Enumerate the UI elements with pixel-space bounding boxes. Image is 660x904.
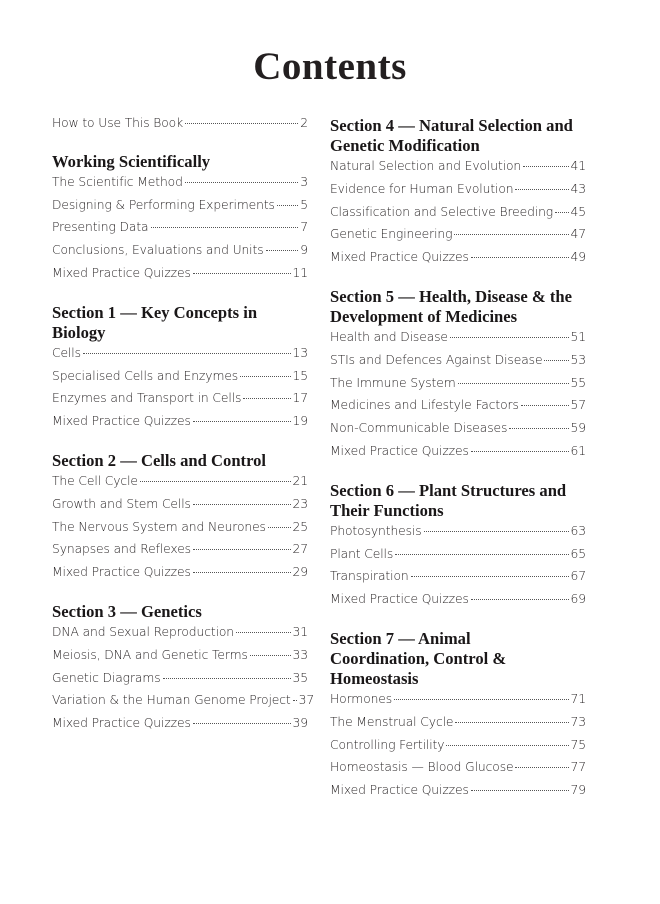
section-list-section-7 (330, 692, 586, 806)
section-heading-section-7: Section 7 — Animal Coordination, Control & Homeostasis (330, 628, 507, 688)
section-list-section-2 (52, 474, 308, 588)
toc-entry-label: Homeostasis — Blood Glucose (330, 760, 514, 775)
toc-entry-label: How to Use This Book (52, 116, 184, 130)
toc-entry-page: 15 (292, 368, 308, 383)
toc-entry-page: 7 (300, 220, 308, 235)
toc-entry-page: 73 (570, 714, 586, 729)
dot-leader (544, 360, 568, 361)
dot-leader (515, 189, 568, 190)
toc-entry-page: 53 (570, 352, 586, 367)
toc-entry-label: Plant Cells (330, 546, 394, 561)
dot-leader (471, 599, 569, 600)
toc-entry-label: Variation & the Human Genome Project (52, 693, 291, 708)
toc-entry-page: 29 (292, 565, 308, 580)
section-heading-section-4: Section 4 — Natural Selection and Genetic Modification (330, 116, 573, 155)
dot-leader (424, 531, 569, 532)
toc-entry[interactable] (52, 346, 308, 369)
dot-leader (266, 250, 299, 251)
toc-entry[interactable] (330, 592, 586, 615)
toc-entry-label: Mixed Practice Quizzes (52, 716, 191, 731)
dot-leader (509, 428, 568, 429)
toc-entry[interactable] (330, 250, 586, 273)
dot-leader (455, 722, 568, 723)
toc-entry-label: Evidence for Human Evolution (330, 181, 514, 196)
toc-entry-label: The Immune System (330, 375, 456, 390)
section-list-working-scientifically (52, 175, 308, 289)
toc-entry-label: Cells (52, 345, 81, 360)
toc-entry-page: 79 (570, 783, 586, 798)
toc-entry-label: Mixed Practice Quizzes (52, 265, 191, 280)
dot-leader (454, 234, 568, 235)
dot-leader (523, 166, 568, 167)
dot-leader (394, 699, 568, 700)
toc-entry-page: 21 (292, 473, 308, 488)
toc-entry-page: 57 (570, 398, 586, 413)
contents-left-column (52, 116, 315, 739)
toc-entry-label: Specialised Cells and Enzymes (52, 368, 239, 383)
section-list-section-5 (330, 330, 586, 467)
toc-entry-page: 77 (570, 760, 586, 775)
toc-entry-page: 45 (570, 204, 586, 219)
dot-leader (277, 205, 298, 206)
toc-entry-label: Synapses and Reflexes (52, 542, 191, 557)
toc-entry-label: Genetic Engineering (330, 227, 453, 242)
toc-entry-page: 31 (292, 624, 308, 639)
toc-entry[interactable] (52, 497, 308, 520)
toc-entry-page: 19 (292, 414, 308, 429)
toc-entry-label: Medicines and Lifestyle Factors (330, 398, 519, 413)
toc-entry[interactable] (52, 716, 308, 739)
dot-leader (243, 398, 290, 399)
toc-entry[interactable] (52, 220, 308, 243)
toc-entry[interactable] (330, 376, 586, 399)
toc-entry-page: 17 (292, 391, 308, 406)
toc-entry-page: 9 (300, 243, 308, 258)
toc-entry-label: Controlling Fertility (330, 737, 445, 752)
section-heading-working-scientifically: Working Scientifically (52, 151, 211, 171)
dot-leader (250, 655, 291, 656)
dot-leader (185, 123, 298, 124)
section-list-section-6 (330, 524, 586, 615)
toc-entry-how-to-use[interactable] (52, 116, 308, 139)
toc-entry[interactable] (330, 182, 586, 205)
toc-entry-page: 47 (570, 227, 586, 242)
toc-entry-label: Hormones (330, 691, 393, 706)
page-title: Contents (253, 45, 407, 88)
toc-entry-label: Classification and Selective Breeding (330, 204, 554, 219)
section-list-section-1 (52, 346, 308, 437)
dot-leader (411, 576, 569, 577)
dot-leader (555, 212, 568, 213)
contents-right-column (330, 116, 586, 806)
dot-leader (471, 257, 569, 258)
section-heading-section-2: Section 2 — Cells and Control (52, 450, 267, 470)
toc-entry[interactable] (330, 353, 586, 376)
toc-entry-page: 35 (292, 670, 308, 685)
dot-leader (151, 227, 299, 228)
toc-entry-label: Enzymes and Transport in Cells (52, 391, 242, 406)
toc-entry-page: 2 (300, 116, 308, 130)
toc-entry[interactable] (330, 227, 586, 250)
dot-leader (193, 572, 291, 573)
toc-entry[interactable] (52, 175, 308, 198)
toc-entry-label: DNA and Sexual Reproduction (52, 624, 235, 639)
toc-entry-label: The Cell Cycle (52, 473, 138, 488)
dot-leader (193, 504, 291, 505)
toc-entry-label: Natural Selection and Evolution (330, 159, 522, 173)
dot-leader (471, 790, 569, 791)
toc-entry-label: Health and Disease (330, 329, 448, 344)
section-heading-section-6: Section 6 — Plant Structures and Their Functions (330, 480, 567, 520)
toc-entry-label: Genetic Diagrams (52, 670, 161, 685)
dot-leader (193, 549, 291, 550)
toc-entry[interactable] (330, 547, 586, 570)
toc-entry-page: 49 (570, 250, 586, 265)
toc-entry[interactable] (330, 159, 586, 182)
toc-entry-page: 23 (292, 496, 308, 511)
toc-entry[interactable] (52, 198, 308, 221)
toc-entry[interactable] (52, 648, 308, 671)
dot-leader (293, 700, 297, 701)
toc-entry-label: Transpiration (330, 569, 409, 584)
toc-entry-page: 25 (292, 519, 308, 534)
toc-entry-page: 63 (570, 523, 586, 538)
dot-leader (395, 554, 568, 555)
dot-leader (185, 182, 298, 183)
toc-entry[interactable] (330, 421, 586, 444)
toc-entry-label: The Scientific Method (52, 174, 183, 189)
toc-entry-page: 33 (292, 647, 308, 662)
dot-leader (458, 383, 569, 384)
toc-entry-label: Mixed Practice Quizzes (52, 565, 191, 580)
toc-entry[interactable] (330, 444, 586, 467)
dot-leader (240, 376, 290, 377)
toc-entry[interactable] (330, 569, 586, 592)
dot-leader (446, 745, 568, 746)
toc-entry[interactable] (330, 760, 586, 783)
toc-entry[interactable] (52, 474, 308, 497)
toc-entry-page: 27 (292, 542, 308, 557)
toc-entry-label: STIs and Defences Against Disease (330, 352, 543, 367)
toc-entry[interactable] (52, 542, 308, 565)
toc-entry-label: Mixed Practice Quizzes (330, 783, 469, 798)
dot-leader (193, 723, 291, 724)
toc-entry-page: 51 (570, 329, 586, 344)
toc-entry[interactable] (330, 205, 586, 228)
toc-entry-label: The Nervous System and Neurones (52, 519, 266, 534)
toc-entry-label: The Menstrual Cycle (330, 714, 454, 729)
toc-entry-label: Mixed Practice Quizzes (52, 414, 191, 429)
toc-entry[interactable] (52, 266, 308, 289)
toc-entry-label: Presenting Data (52, 220, 149, 235)
dot-leader (140, 481, 291, 482)
toc-entry-label: Conclusions, Evaluations and Units (52, 243, 264, 258)
toc-entry-page: 39 (292, 716, 308, 731)
toc-entry-page: 67 (570, 569, 586, 584)
toc-entry[interactable] (52, 565, 308, 588)
toc-entry[interactable] (330, 783, 586, 806)
toc-entry-page: 69 (570, 592, 586, 607)
toc-entry-page: 71 (570, 691, 586, 706)
toc-entry[interactable] (52, 625, 308, 648)
section-list-section-4 (330, 159, 586, 273)
toc-entry[interactable] (52, 693, 315, 716)
dot-leader (193, 273, 291, 274)
toc-entry-page: 37 (298, 693, 315, 708)
toc-entry[interactable] (52, 414, 308, 437)
toc-entry[interactable] (330, 738, 586, 761)
dot-leader (163, 678, 291, 679)
toc-entry-page: 75 (570, 737, 586, 752)
toc-entry-page: 11 (292, 265, 308, 280)
dot-leader (83, 353, 291, 354)
toc-entry-page: 65 (570, 546, 586, 561)
toc-entry-label: Meiosis, DNA and Genetic Terms (52, 647, 248, 662)
toc-entry[interactable] (330, 330, 586, 353)
toc-entry-page: 59 (570, 421, 586, 436)
toc-entry-label: Designing & Performing Experiments (52, 197, 275, 212)
toc-entry-label: Mixed Practice Quizzes (330, 592, 469, 607)
toc-entry[interactable] (52, 369, 308, 392)
toc-entry-page: 41 (570, 159, 586, 173)
section-heading-section-1: Section 1 — Key Concepts in Biology (52, 302, 258, 342)
toc-entry[interactable] (330, 692, 586, 715)
dot-leader (236, 632, 291, 633)
toc-entry[interactable] (52, 243, 308, 266)
section-heading-section-5: Section 5 — Health, Disease & the Development of Medicines (330, 286, 572, 326)
toc-entry-label: Growth and Stem Cells (52, 496, 191, 511)
section-heading-section-3: Section 3 — Genetics (52, 601, 202, 621)
toc-entry-page: 3 (300, 174, 308, 189)
dot-leader (450, 337, 569, 338)
dot-leader (471, 451, 569, 452)
toc-entry-page: 43 (570, 181, 586, 196)
toc-entry-page: 5 (300, 197, 308, 212)
section-list-section-3 (52, 624, 315, 739)
dot-leader (193, 421, 291, 422)
dot-leader (521, 405, 569, 406)
toc-entry[interactable] (330, 715, 586, 738)
toc-entry-label: Mixed Practice Quizzes (330, 443, 469, 458)
dot-leader (515, 767, 568, 768)
toc-entry-label: Mixed Practice Quizzes (330, 250, 469, 265)
toc-entry-page: 61 (570, 443, 586, 458)
toc-entry[interactable] (52, 671, 308, 694)
dot-leader (268, 527, 291, 528)
toc-entry[interactable] (330, 524, 586, 547)
toc-entry-page: 55 (570, 375, 586, 390)
toc-entry-label: Photosynthesis (330, 523, 422, 538)
toc-entry[interactable] (52, 391, 308, 414)
toc-entry-label: Non-Communicable Diseases (330, 421, 508, 436)
toc-entry[interactable] (330, 398, 586, 421)
toc-entry[interactable] (52, 520, 308, 543)
toc-entry-page: 13 (292, 345, 308, 360)
